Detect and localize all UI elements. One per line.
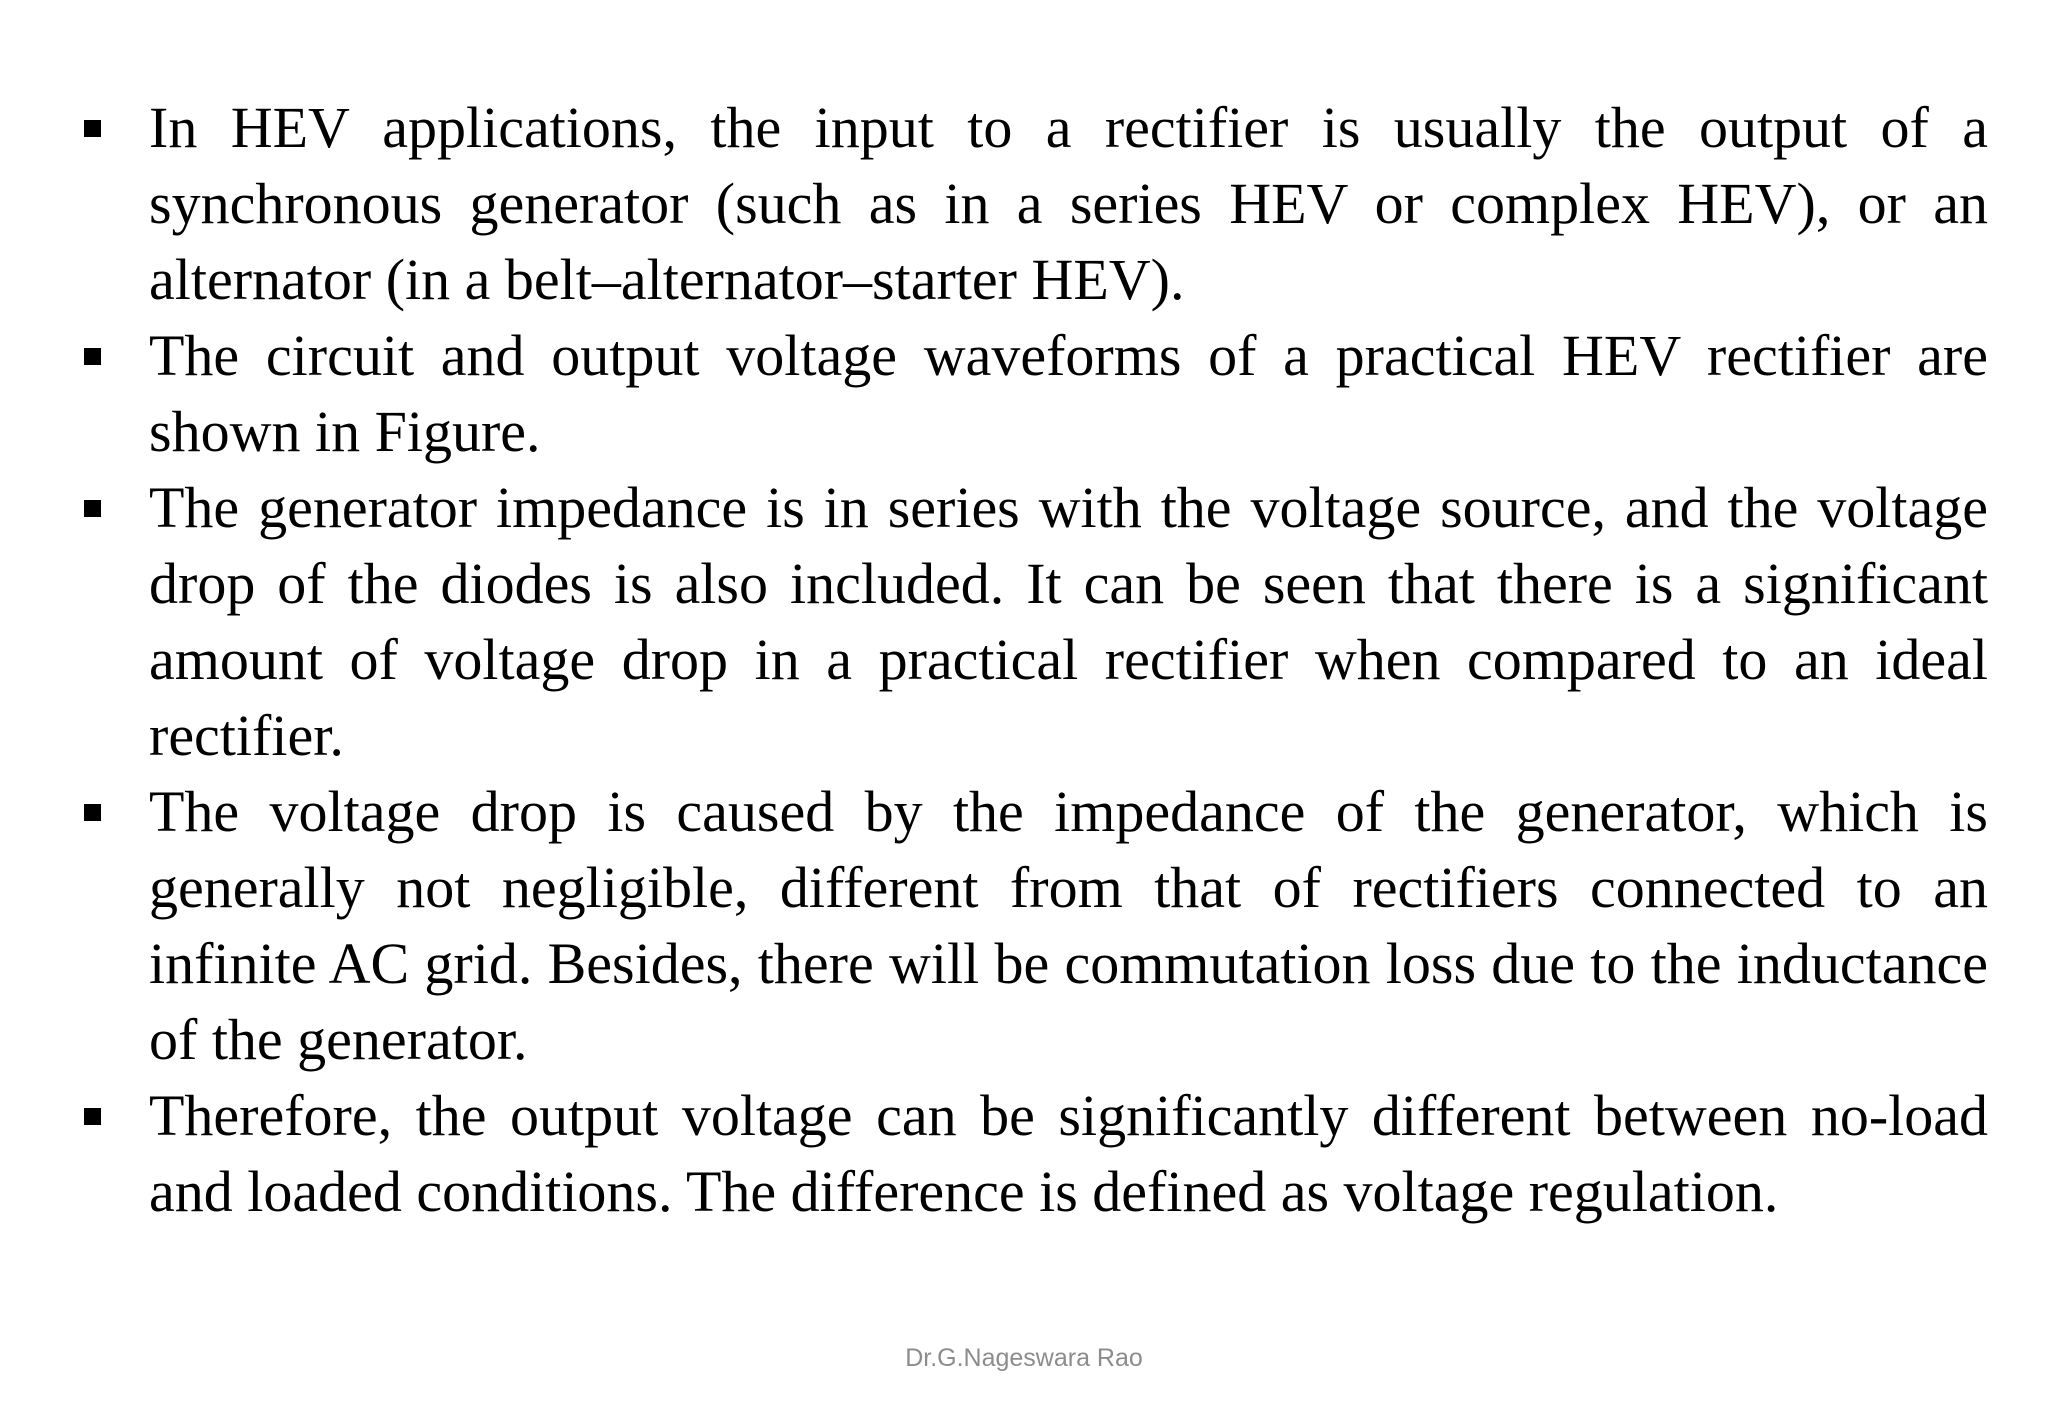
square-bullet-icon (84, 348, 101, 365)
bullet-item (78, 1078, 1988, 1230)
bullet-text: The circuit and output voltage waveforms of a practical HEV rectifier are shown in Figure. (149, 323, 1988, 464)
bullet-text: The generator impedance is in series with the voltage source, and the voltage drop of the diodes is also included. It can be seen that there is a significant amount of voltage drop in a practical rectifier when compared to an ideal rectifier. (149, 475, 1988, 768)
bullet-item (78, 470, 1988, 774)
bullet-item (78, 774, 1988, 1078)
bullet-text: In HEV applications, the input to a rectifier is usually the output of a synchronous generator (such as in a series HEV or complex HEV), or an alternator (in a belt–alternator–starter HEV). (149, 95, 1988, 312)
bullet-text: The voltage drop is caused by the impedance of the generator, which is generally not negligible, different from that of rectifiers connected to an infinite AC grid. Besides, there will be commutation loss due to the inductance of the generator. (149, 779, 1988, 1072)
bullet-item (78, 318, 1988, 470)
square-bullet-icon (84, 1108, 101, 1125)
bullet-text: Therefore, the output voltage can be significantly different between no-load and loaded conditions. The difference is defined as voltage regulation. (149, 1083, 1988, 1224)
square-bullet-icon (84, 500, 101, 517)
footer-author: Dr.G.Nageswara Rao (905, 1344, 1143, 1372)
square-bullet-icon (84, 804, 101, 821)
bullet-list (78, 90, 1988, 1230)
bullet-item (78, 90, 1988, 318)
square-bullet-icon (84, 120, 101, 137)
